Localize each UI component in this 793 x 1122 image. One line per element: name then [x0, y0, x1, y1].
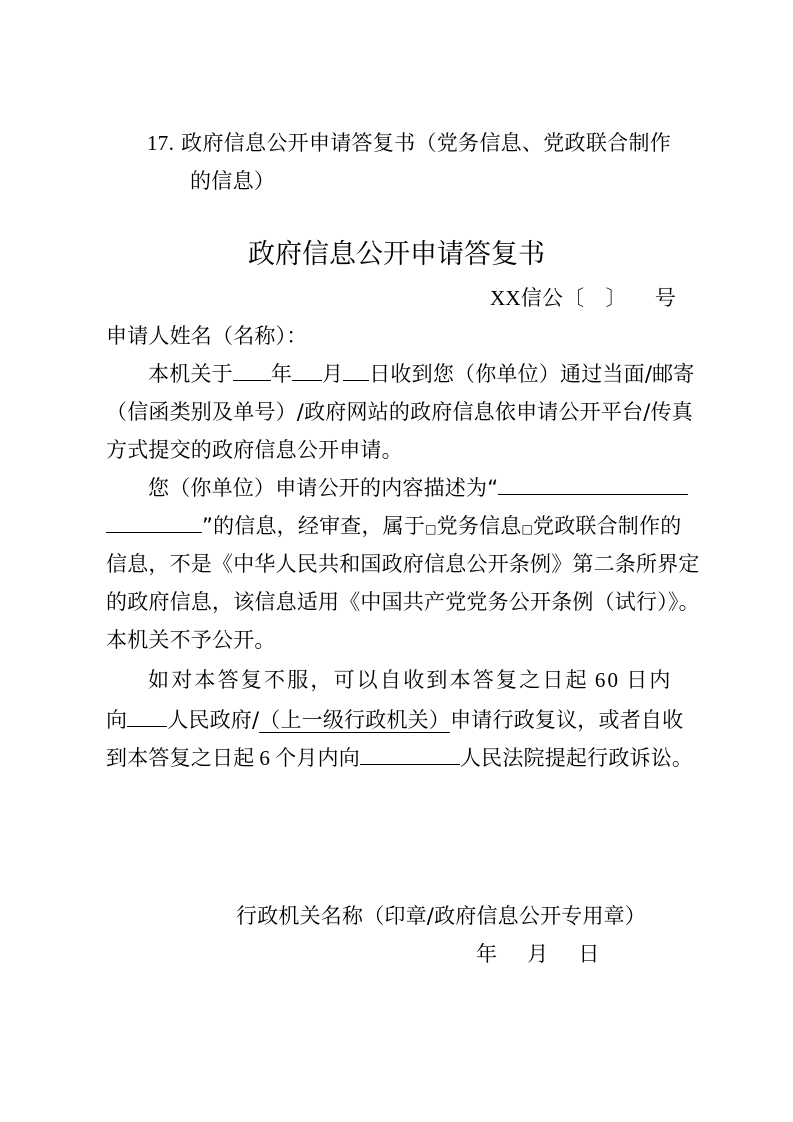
p3-xiang: 向 [106, 708, 128, 732]
month-blank [292, 361, 322, 381]
option-party-info: 党务信息 [436, 514, 522, 538]
checkbox-joint-info[interactable]: □ [521, 522, 533, 536]
paragraph-1-line2: （信函类别及单号）/政府网站的政府信息依申请公开平台/传真 [106, 400, 693, 424]
court-blank [360, 745, 460, 765]
p1-month: 月 [322, 362, 344, 386]
paragraph-2-line4: 的政府信息，该信息适用《中国共产党党务公开条例（试行）》。 [106, 590, 700, 614]
signature-date [476, 938, 600, 968]
sig-month: 月 [527, 942, 549, 966]
content-description-blank [498, 475, 688, 495]
p1-text-a: 本机关于 [148, 362, 233, 386]
paragraph-2-line5: 本机关不予公开。 [106, 628, 276, 652]
document-title: 政府信息公开申请答复书 [248, 239, 545, 270]
p3-text-f: 人民法院提起行政诉讼。 [459, 746, 694, 770]
paragraph-2-line1 [148, 472, 688, 502]
paragraph-1-line1 [148, 358, 695, 388]
p3-sixty: 60 [594, 668, 621, 692]
paragraph-2-line3: 信息，不是《中华人民共和国政府信息公开条例》第二条所界定 [106, 552, 700, 576]
p3-text-c: 申请行政复议，或者自收 [450, 708, 684, 732]
paragraph-3-line2 [106, 704, 683, 734]
doc-no-xx: XX [490, 286, 521, 310]
agency-signature: 行政机关名称（印章/政府信息公开专用章） [236, 904, 647, 928]
year-blank [233, 361, 271, 381]
checkbox-party-info[interactable]: □ [425, 522, 437, 536]
p1-text-b: 日收到您（你单位）通过当面/邮寄 [369, 362, 695, 386]
paragraph-1-line3: 方式提交的政府信息公开申请。 [106, 438, 403, 462]
content-description-blank-cont [106, 513, 202, 533]
paragraph-2-line2 [106, 510, 681, 540]
p3-gov: 人民政府/ [167, 708, 260, 732]
doc-no-middle: 信公〔 〕 [520, 286, 627, 310]
salutation: 申请人姓名（名称）： [106, 324, 308, 348]
section-title: 政府信息公开申请答复书（党务信息、党政联合制作 [181, 131, 672, 155]
document-number [490, 282, 676, 312]
p3-upper-agency: （上一级行政机关） [259, 708, 451, 732]
p3-text-a: 如对本答复不服，可以自收到本答复之日起 [148, 668, 589, 692]
p2-text-a: 您（你单位）申请公开的内容描述为“ [148, 476, 499, 500]
paragraph-3-line3 [106, 742, 693, 772]
doc-no-hao: 号 [654, 286, 676, 310]
sig-year: 年 [476, 942, 498, 966]
p1-year: 年 [270, 362, 293, 386]
section-heading-line1 [147, 127, 671, 157]
sig-day: 日 [578, 942, 600, 966]
option-joint-info: 党政联合制作的 [533, 514, 682, 538]
section-heading-line2: 的信息） [190, 169, 276, 193]
p3-text-e: 个月内向 [275, 746, 360, 770]
day-blank [343, 361, 369, 381]
p3-text-b: 日内 [626, 668, 673, 692]
p3-text-d: 到本答复之日起 [106, 746, 255, 770]
paragraph-3-line1 [148, 664, 673, 694]
section-number: 17. [147, 131, 175, 155]
p2-close: ”的信息，经审查，属于 [202, 514, 426, 538]
government-blank [127, 707, 167, 727]
p3-six: 6 [259, 746, 271, 770]
